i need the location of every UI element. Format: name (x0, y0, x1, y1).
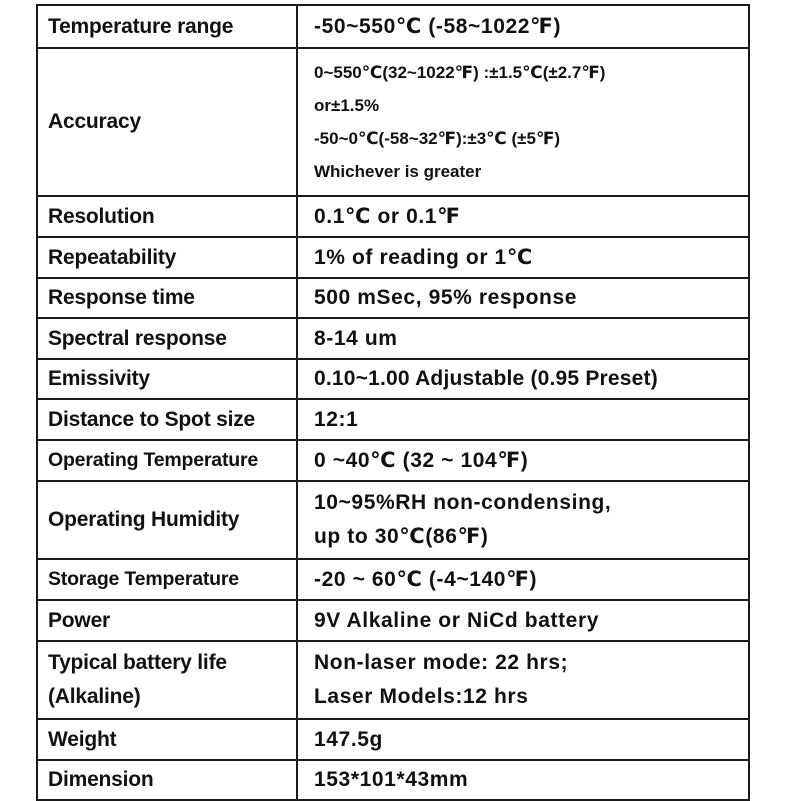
spec-value-line: Laser Models:12 hrs (314, 685, 529, 708)
spec-value (297, 48, 749, 196)
table-row (37, 359, 749, 399)
spec-value-line: -50~0℃(-58~32℉):±3℃ (±5℉) (314, 129, 561, 148)
table-row (37, 760, 749, 800)
spec-label: Operating Temperature (37, 440, 297, 481)
spec-value-line: Non-laser mode: 22 hrs; (314, 651, 569, 674)
spec-value-line: up to 30℃(86℉) (314, 525, 489, 548)
spec-value: 0.10~1.00 Adjustable (0.95 Preset) (297, 359, 749, 399)
spec-label: Spectral response (37, 318, 297, 359)
spec-label-line: Typical battery life (48, 651, 227, 674)
spec-label: Resolution (37, 196, 297, 237)
spec-label: Repeatability (37, 237, 297, 278)
spec-value-line: or±1.5% (314, 96, 380, 115)
table-row (37, 719, 749, 760)
spec-value: 0.1℃ or 0.1℉ (297, 196, 749, 237)
spec-label (37, 641, 297, 719)
spec-value-line: 10~95%RH non-condensing, (314, 491, 612, 514)
spec-label: Emissivity (37, 359, 297, 399)
table-row (37, 481, 749, 559)
table-row (37, 237, 749, 278)
spec-value: 8-14 um (297, 318, 749, 359)
spec-value: 1% of reading or 1℃ (297, 237, 749, 278)
spec-label: Response time (37, 278, 297, 318)
spec-label: Temperature range (37, 5, 297, 48)
spec-label: Weight (37, 719, 297, 760)
spec-label: Power (37, 600, 297, 641)
spec-value-line: 0~550℃(32~1022℉) :±1.5℃(±2.7℉) (314, 63, 606, 82)
spec-value: -20 ~ 60℃ (-4~140℉) (297, 559, 749, 600)
spec-value-line: Whichever is greater (314, 162, 482, 181)
spec-table (36, 4, 750, 801)
table-row (37, 440, 749, 481)
table-row (37, 48, 749, 196)
spec-value: 0 ~40℃ (32 ~ 104℉) (297, 440, 749, 481)
spec-value: 147.5g (297, 719, 749, 760)
spec-label: Storage Temperature (37, 559, 297, 600)
table-row (37, 196, 749, 237)
table-row (37, 318, 749, 359)
spec-label: Operating Humidity (37, 481, 297, 559)
table-row (37, 641, 749, 719)
spec-label-line: (Alkaline) (48, 685, 141, 708)
table-row (37, 559, 749, 600)
spec-value: -50~550℃ (-58~1022℉) (297, 5, 749, 48)
spec-value: 500 mSec, 95% response (297, 278, 749, 318)
spec-value: 153*101*43mm (297, 760, 749, 800)
spec-value: 9V Alkaline or NiCd battery (297, 600, 749, 641)
spec-label: Distance to Spot size (37, 399, 297, 440)
table-row (37, 399, 749, 440)
table-row (37, 278, 749, 318)
table-row (37, 600, 749, 641)
spec-value (297, 481, 749, 559)
spec-label: Accuracy (37, 48, 297, 196)
spec-value (297, 641, 749, 719)
spec-label: Dimension (37, 760, 297, 800)
table-row (37, 5, 749, 48)
spec-value: 12:1 (297, 399, 749, 440)
